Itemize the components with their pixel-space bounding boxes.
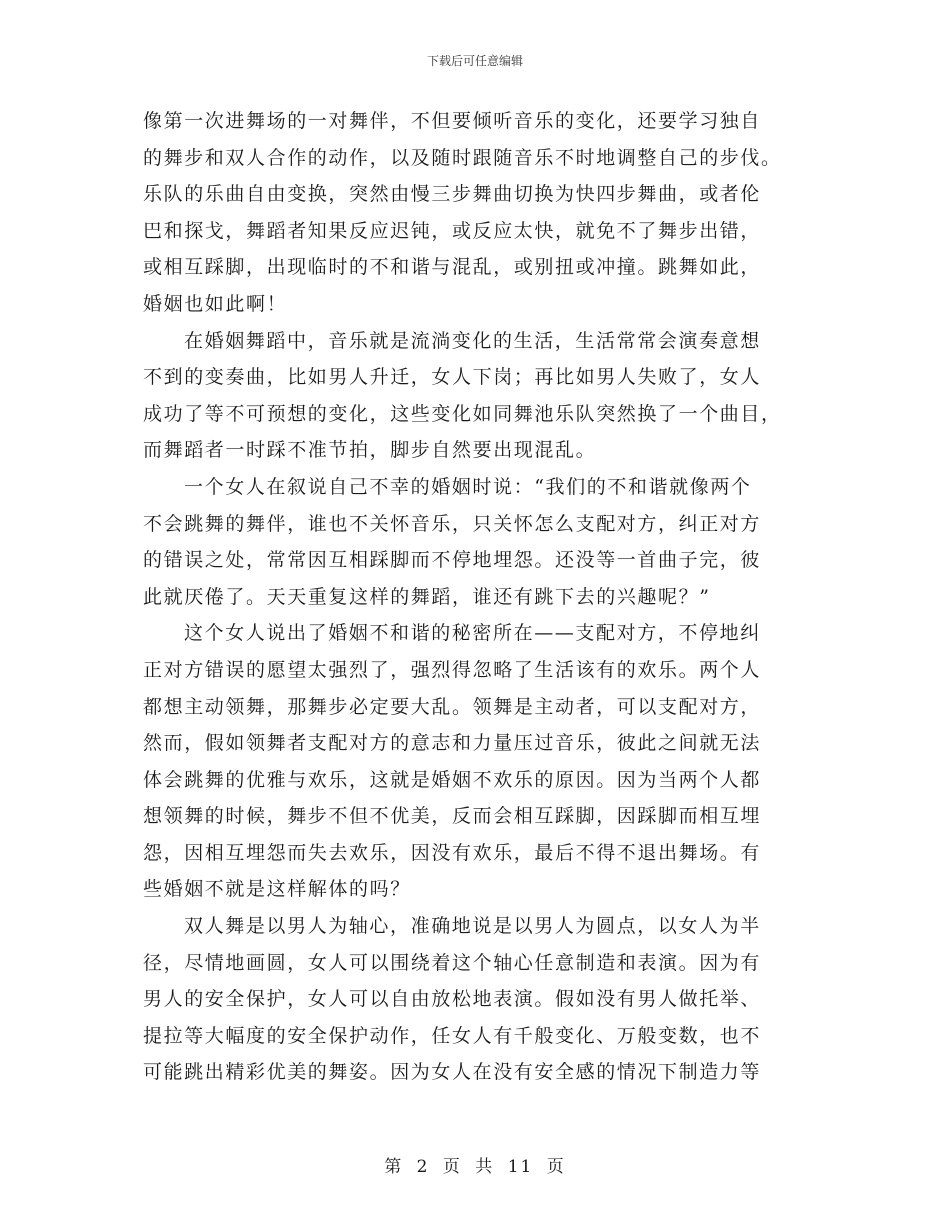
- text-line: 成功了等不可预想的变化，这些变化如同舞池乐队突然换了一个曲目，: [143, 402, 782, 425]
- text-line: 不会跳舞的舞伴，谁也不关怀音乐，只关怀怎么支配对方，纠正对方: [143, 512, 762, 535]
- text-line: 正对方错误的愿望太强烈了，强烈得忽略了生活该有的欢乐。两个人: [143, 658, 762, 681]
- text-line: 男人的安全保护，女人可以自由放松地表演。假如没有男人做托举、: [143, 988, 762, 1011]
- paragraph-start-line: 双人舞是以男人为轴心，准确地说是以男人为圆点，以女人为半: [184, 915, 761, 938]
- text-line: 不到的变奏曲，比如男人升迁，女人下岗；再比如男人失败了，女人: [143, 366, 762, 389]
- text-line: 或相互踩脚，出现临时的不和谐与混乱，或别扭或冲撞。跳舞如此，: [143, 256, 762, 279]
- text-line: 想领舞的时候，舞步不但不优美，反而会相互踩脚，因踩脚而相互埋: [143, 805, 762, 828]
- page-number-footer: 第 2 页 共 11 页: [384, 1157, 566, 1177]
- text-line: 径，尽情地画圆，女人可以围绕着这个轴心任意制造和表演。因为有: [143, 951, 762, 974]
- text-line: 些婚姻不就是这样解体的吗？: [143, 878, 411, 901]
- paragraph-start-line: 一个女人在叙说自己不幸的婚姻时说：“我们的不和谐就像两个: [184, 475, 752, 498]
- text-line: 怨，因相互埋怨而失去欢乐，因没有欢乐，最后不得不退出舞场。有: [143, 841, 762, 864]
- text-line: 的舞步和双人合作的动作，以及随时跟随音乐不时地调整自己的步伐。: [143, 146, 782, 169]
- text-line: 可能跳出精彩优美的舞姿。因为女人在没有安全感的情况下制造力等: [143, 1061, 762, 1084]
- text-line: 此就厌倦了。天天重复这样的舞蹈，谁还有跳下去的兴趣呢？”: [143, 585, 711, 608]
- text-line: 的错误之处，常常因互相踩脚而不停地埋怨。还没等一首曲子完，彼: [143, 549, 762, 572]
- text-line: 体会跳舞的优雅与欢乐，这就是婚姻不欢乐的原因。因为当两个人都: [143, 768, 762, 791]
- text-line: 而舞蹈者一时踩不准节拍，脚步自然要出现混乱。: [143, 439, 597, 462]
- paragraph-start-line: 在婚姻舞蹈中，音乐就是流淌变化的生活，生活常常会演奏意想: [184, 329, 761, 352]
- text-line: 像第一次进舞场的一对舞伴，不但要倾听音乐的变化，还要学习独自: [143, 110, 762, 132]
- text-line: 然而，假如领舞者支配对方的意志和力量压过音乐，彼此之间就无法: [143, 732, 762, 755]
- text-line: 乐队的乐曲自由变换，突然由慢三步舞曲切换为快四步舞曲，或者伦: [143, 183, 762, 206]
- text-line: 提拉等大幅度的安全保护动作，任女人有千般变化、万般变数，也不: [143, 1024, 762, 1047]
- text-line: 婚姻也如此啊！: [143, 292, 288, 315]
- body-text: [143, 103, 807, 1091]
- text-line: 巴和探戈，舞蹈者知果反应迟钝，或反应太快，就免不了舞步出错，: [143, 219, 762, 242]
- page-header: 下载后可任意编辑: [426, 54, 523, 68]
- text-line: 都想主动领舞，那舞步必定要大乱。领舞是主动者，可以支配对方，: [143, 695, 762, 718]
- paragraph-start-line: 这个女人说出了婚姻不和谐的秘密所在——支配对方，不停地纠: [184, 622, 761, 645]
